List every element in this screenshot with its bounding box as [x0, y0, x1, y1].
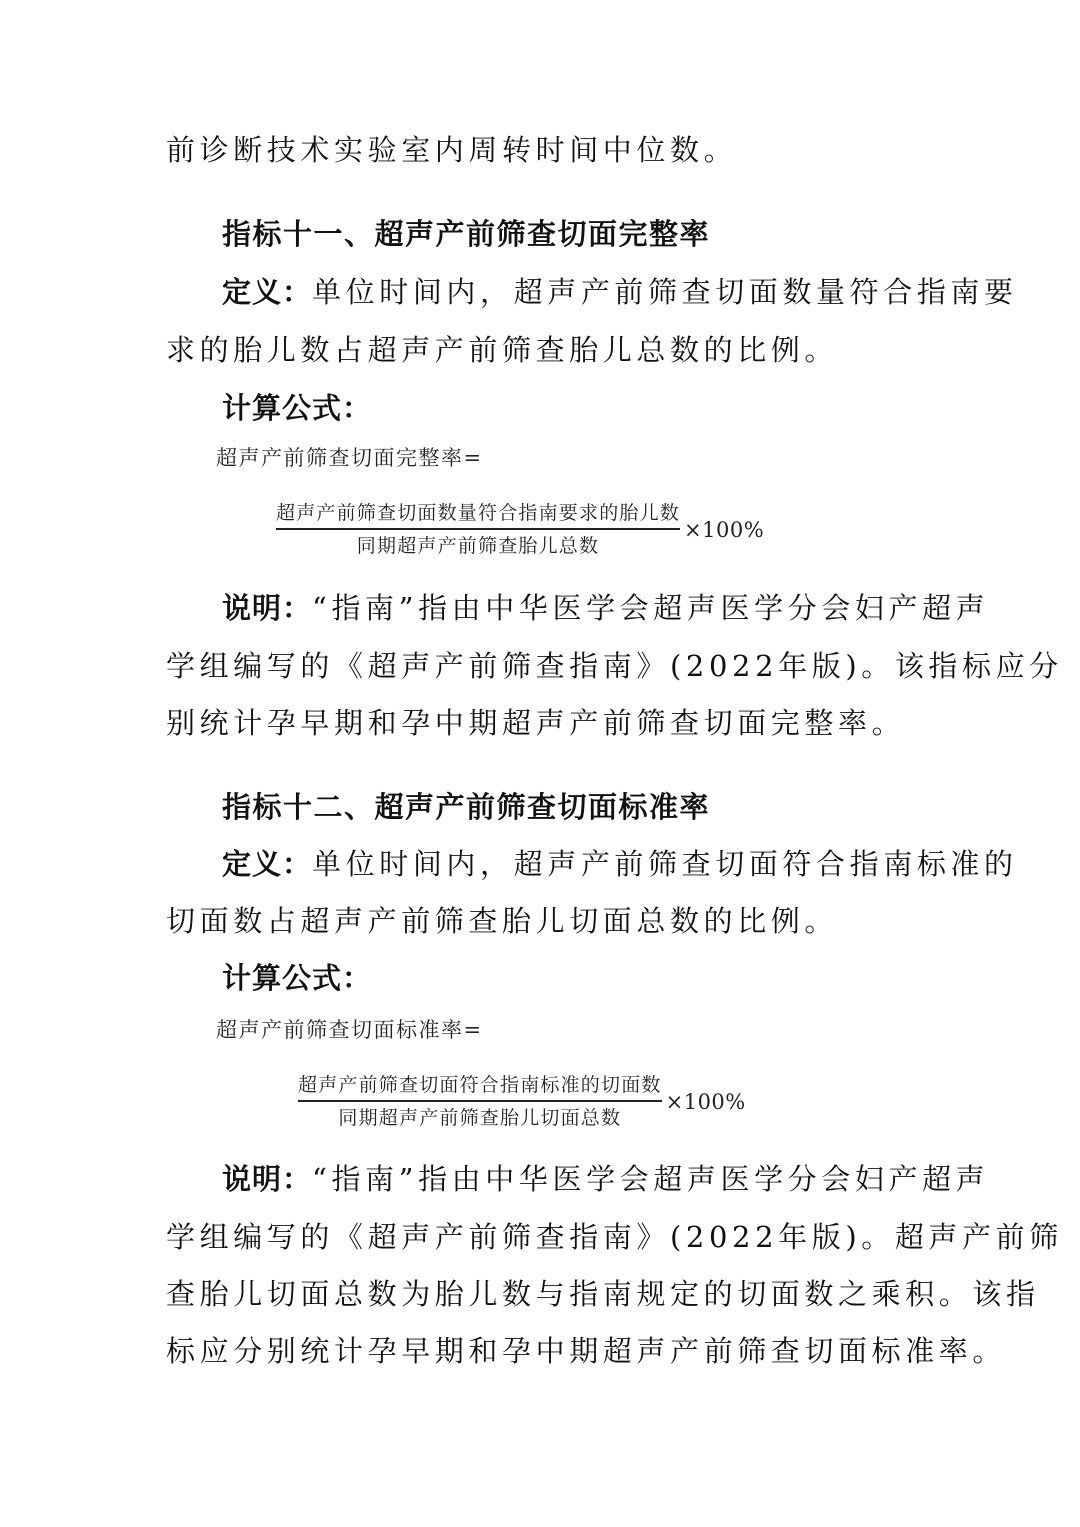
indicator-12-formula-lhs: 超声产前筛查切面标准率= — [216, 1018, 483, 1042]
definition-text: 单位时间内，超声产前筛查切面数量符合指南要 — [312, 275, 1018, 309]
paragraph-continuation: 前诊断技术实验室内周转时间中位数。 — [166, 133, 738, 167]
indicator-12-formula-label: 计算公式： — [222, 961, 373, 995]
indicator-11-heading: 指标十一、超声产前筛查切面完整率 — [222, 217, 711, 251]
definition-label: 定义： — [222, 847, 313, 881]
indicator-12-multiplier: ×100% — [665, 1089, 746, 1114]
indicator-11-fraction — [276, 500, 764, 559]
definition-text: 单位时间内，超声产前筛查切面符合指南标准的 — [312, 847, 1018, 881]
definition-label: 定义： — [222, 275, 313, 309]
indicator-12-note-line-1 — [222, 1159, 990, 1199]
indicator-11-definition-line-2: 求的胎儿数占超声产前筛查胎儿总数的比例。 — [166, 333, 839, 367]
note-label: 说明： — [222, 591, 313, 625]
indicator-11-formula-label: 计算公式： — [222, 391, 373, 425]
fraction-bar — [298, 1100, 662, 1102]
note-text: “指南”指由中华医学会超声医学分会妇产超声 — [312, 1162, 990, 1196]
indicator-11-formula-lhs: 超声产前筛查切面完整率= — [216, 446, 483, 470]
indicator-12-heading: 指标十二、超声产前筛查切面标准率 — [222, 790, 711, 824]
fraction-bar — [276, 528, 680, 530]
indicator-11-numerator: 超声产前筛查切面数量符合指南要求的胎儿数 — [276, 502, 681, 524]
indicator-12-note-line-2: 学组编写的《超声产前筛查指南》(2022年版)。超声产前筛 — [166, 1220, 1063, 1254]
indicator-12-denominator: 同期超声产前筛查胎儿切面总数 — [338, 1107, 622, 1129]
indicator-12-note-line-3: 查胎儿切面总数为胎儿数与指南规定的切面数之乘积。该指 — [166, 1277, 1040, 1311]
indicator-11-definition-line-1 — [222, 272, 1018, 312]
indicator-12-definition-line-1 — [222, 844, 1018, 884]
indicator-11-multiplier: ×100% — [684, 517, 765, 542]
indicator-12-definition-line-2: 切面数占超声产前筛查胎儿切面总数的比例。 — [166, 904, 839, 938]
indicator-11-note-line-3: 别统计孕早期和孕中期超声产前筛查切面完整率。 — [166, 706, 906, 740]
indicator-12-note-line-4: 标应分别统计孕早期和孕中期超声产前筛查切面标准率。 — [166, 1334, 1007, 1368]
note-text: “指南”指由中华医学会超声医学分会妇产超声 — [312, 591, 990, 625]
indicator-11-note-line-1 — [222, 588, 990, 628]
indicator-11-denominator: 同期超声产前筛查胎儿总数 — [356, 535, 600, 557]
note-label: 说明： — [222, 1162, 313, 1196]
indicator-12-numerator: 超声产前筛查切面符合指南标准的切面数 — [298, 1074, 662, 1096]
indicator-11-note-line-2: 学组编写的《超声产前筛查指南》(2022年版)。该指标应分 — [166, 649, 1063, 683]
indicator-12-fraction — [298, 1072, 746, 1131]
